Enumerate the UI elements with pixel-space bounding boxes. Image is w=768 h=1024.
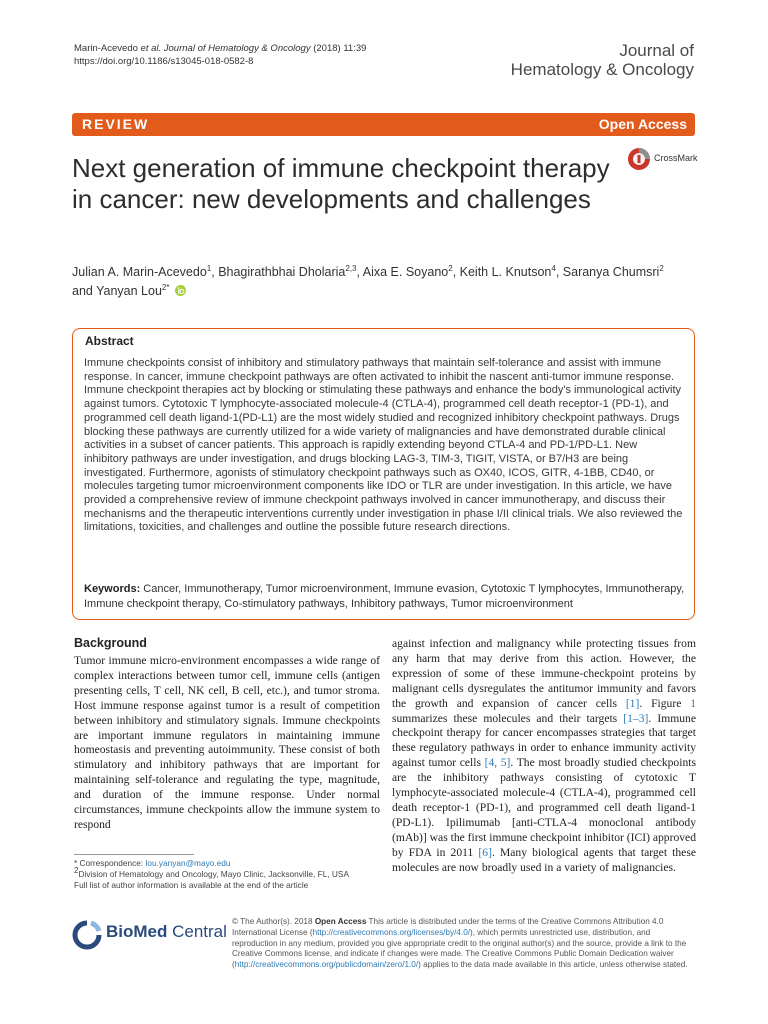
body-text: . Many biological agents that target these molecules are now broadly used in a variety of malignancies.: [392, 845, 696, 874]
journal-name-line1: Journal of: [619, 41, 694, 60]
body-text: . Immune checkpoint therapy for cancer encompasses strategies that target these regulatory pathways in order to enhance immunity activity against tumor cells: [392, 711, 696, 770]
crossmark-label[interactable]: CrossMark: [654, 153, 698, 163]
biomed-central-logo-icon: [72, 920, 102, 950]
author-affiliation: 4: [551, 263, 556, 273]
footnote-divider: [74, 854, 194, 855]
copyright-text: © The Author(s). 2018: [232, 917, 315, 926]
citation-journal: et al. Journal of Hematology & Oncology: [140, 43, 311, 54]
body-column-right: [392, 637, 696, 876]
keywords-label: Keywords:: [84, 583, 141, 595]
author[interactable]: , Aixa E. Soyano: [356, 265, 449, 279]
body-text: against infection and malignancy while protecting tissues from any harm that may derive from this action. However, the expression of some of these immune-checkpoint proteins by malignant cells dysregulates the antitumor immunity and favors the growth and expansion of cancer cells: [392, 637, 696, 710]
keywords: [84, 582, 689, 612]
article-title: Next generation of immune checkpoint therapy in cancer: new developments and challenges: [72, 153, 610, 214]
article-type-banner: [72, 113, 695, 136]
license-link[interactable]: http://creativecommons.org/licenses/by/4.0/: [312, 927, 471, 937]
author-affiliation: 2,3: [345, 263, 357, 273]
publisher-name-biomed: BioMed: [106, 922, 168, 941]
body-text: summarizes these molecules and their targets: [392, 711, 624, 725]
section-heading-background: Background: [74, 636, 147, 650]
correspondence-label: * Correspondence:: [74, 858, 146, 868]
journal-name: [511, 41, 694, 79]
citation-link[interactable]: [6]: [478, 845, 492, 859]
journal-name-line2: Hematology & Oncology: [510, 60, 694, 79]
citation-link[interactable]: [4, 5]: [484, 756, 511, 770]
body-text: . Figure: [639, 696, 691, 710]
author-affiliation: 2: [448, 263, 453, 273]
author[interactable]: , Keith L. Knutson: [452, 265, 552, 279]
author-affiliation: 1: [206, 263, 212, 273]
body-text: . The most broadly studied checkpoints are the inhibitory pathways consisting of cytotoxic T lymphocyte-associated molecule-4 (CTLA-4), programmed cell death receptor-1 (PD-1), and programmed cell death ligand-1 (PD-L1). Ipilimumab [anti-CTLA-4 monoclonal antibody (mAb)] was the first immune checkpoint inhibitor (ICI) approved by FDA in 2011: [392, 756, 696, 859]
open-access-text: Open Access: [314, 917, 367, 926]
author-affiliation: 2*: [161, 282, 170, 292]
correspondence-email[interactable]: lou.yanyan@mayo.edu: [145, 858, 231, 868]
figure-link[interactable]: 1: [690, 696, 696, 710]
body-column-left: Tumor immune micro-environment encompasses a wide range of complex interactions between tumor cell, immune cells (antigen presenting cells, T cell, NK cell, B cell, etc.), and tumor stroma. Host immune response against tumor is a result of competition between inhibitory and stimulatory signals. Immune checkpoints are important immune regulators in maintaining immune homeostasis and preventing autoimmunity. These consist of both stimulatory and inhibitory pathways that are important for maintaining self-tolerance and regulating the type, magnitude, and duration of the immune response. Under normal circumstances, immune checkpoints allow the immune system to respond: [74, 654, 380, 831]
crossmark-icon[interactable]: [626, 146, 652, 172]
abstract-heading: Abstract: [85, 334, 134, 348]
author[interactable]: Julian A. Marin-Acevedo: [72, 265, 207, 279]
publisher-name-central: Central: [167, 922, 227, 941]
author[interactable]: , Saranya Chumsri: [555, 265, 660, 279]
author-affiliation: 2: [659, 263, 664, 273]
article-type-label: REVIEW: [82, 116, 150, 132]
citation-header: [74, 42, 366, 68]
abstract-text: Immune checkpoints consist of inhibitory and stimulatory pathways that maintain self-tolerance and assist with immune response. In cancer, immune checkpoint pathways are often activated to inhibit the nascent anti-tumor immune response. Immune checkpoint therapies act by blocking or stimulating these pathways and enhance the body's immunological activity against tumors. Cytotoxic T lymphocyte-associated molecule-4 (CTLA-4), programmed cell death receptor-1 (PD-1), and programmed cell death ligand-1(PD-L1) are the most widely studied and recognized inhibitory checkpoint pathways. Drugs blocking these pathways are currently utilized for a wide variety of malignancies and have demonstrated durable clinical activities in a subset of cancer patients. This approach is rapidly extending beyond CTLA-4 and PD-1/PD-L1. New inhibitory pathways are under investigation, and drugs blocking LAG-3, TIM-3, TIGIT, VISTA, or B7/H3 are being investigated. Furthermore, agonists of stimulatory checkpoint pathways such as OX40, ICOS, GITR, 4-1BB, CD40, or molecules targeting tumor microenvironment components like IDO or TLR are under investigation. In this article, we have provided a comprehensive review of immune checkpoint pathways involved in cancer immunotherapy, and discuss their mechanisms and the therapeutic interventions currently under investigation in phase I/II clinical trials. We also reviewed the limitations, toxicities, and challenges and outline the possible future research directions.: [84, 357, 683, 534]
citation-link[interactable]: [1]: [625, 696, 640, 710]
affiliation-number: 2: [74, 866, 79, 876]
footnotes: [74, 858, 384, 891]
publisher-logo: [106, 922, 227, 942]
public-domain-link[interactable]: http://creativecommons.org/publicdomain/zero/1.0/: [234, 960, 419, 970]
affiliation-text: Division of Hematology and Oncology, Mayo Clinic, Jacksonville, FL, USA: [78, 869, 349, 879]
orcid-icon[interactable]: [175, 285, 186, 296]
license-body: This article is distributed under the terms of the Creative Commons Attribution 4.0 International License (: [232, 917, 664, 937]
author-info-note: Full list of author information is available at the end of the article: [74, 880, 309, 890]
license-text: [232, 917, 697, 971]
doi-link[interactable]: https://doi.org/10.1186/s13045-018-0582-8: [74, 56, 254, 67]
author[interactable]: , Bhagirathbhai Dholaria: [211, 265, 346, 279]
keywords-list: Cancer, Immunotherapy, Tumor microenvironment, Immune evasion, Cytotoxic T lymphocytes, Immunotherapy, Immune checkpoint therapy, Co-stimulatory pathways, Inhibitory pathways, Tumor microenvironment: [84, 583, 685, 610]
license-body: ), which permits unrestricted use, distribution, and reproduction in any medium, provided you give appropriate credit to the original author(s) and the source, provide a link to the Creative Commons license, and indicate if changes were made. The Creative Commons Public Domain Dedication waiver (: [232, 927, 687, 970]
open-access-label: Open Access: [598, 116, 687, 132]
citation-year: (2018) 11:39: [310, 43, 367, 54]
citation-authors: Marin-Acevedo: [74, 43, 141, 54]
license-body: ) applies to the data made available in this article, unless otherwise stated.: [418, 960, 688, 970]
abstract-box: [72, 328, 695, 620]
author-list: [72, 263, 692, 301]
author[interactable]: and Yanyan Lou: [72, 284, 162, 298]
citation-link[interactable]: [1–3]: [623, 711, 649, 725]
